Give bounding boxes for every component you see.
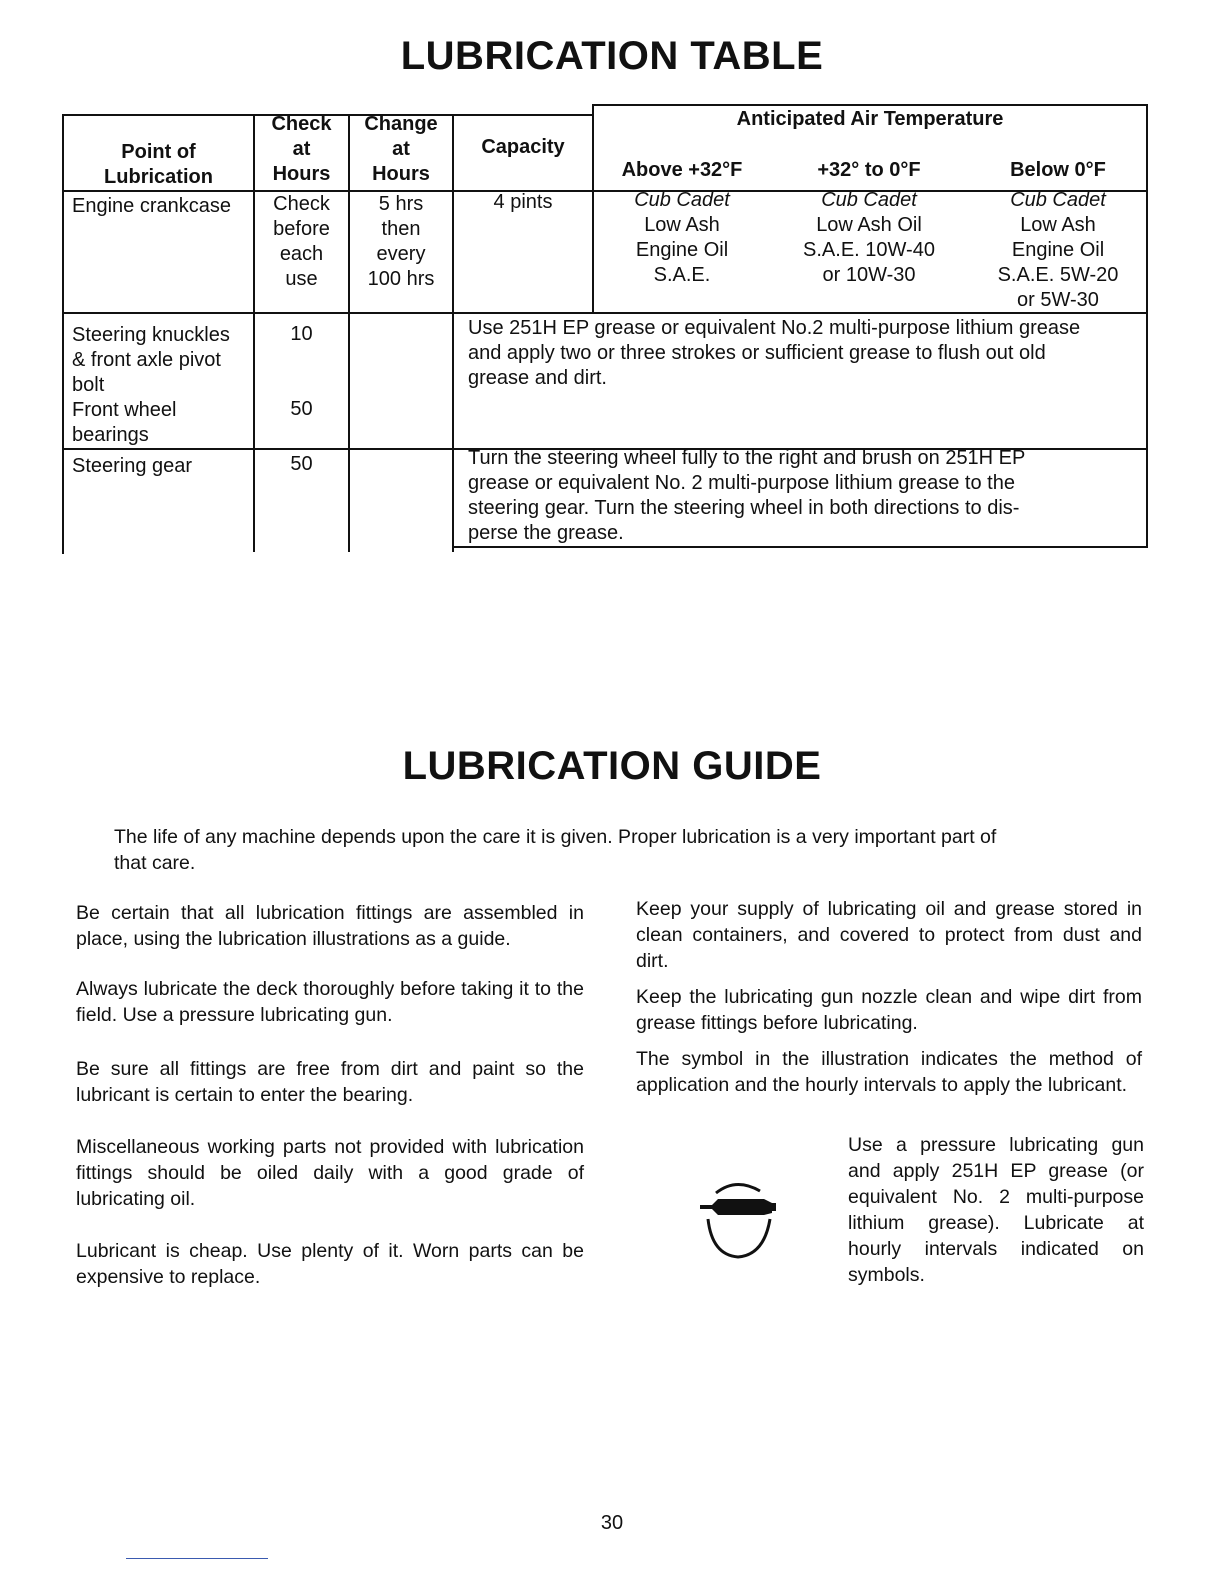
- guide-left-paragraph-1: Be certain that all lubrication fittings are assembled in place, using the lubrication illustrations as a guide.: [76, 902, 584, 950]
- header-32-to-0: +32° to 0°F: [817, 159, 921, 181]
- engine-capacity: 4 pints: [493, 191, 553, 213]
- guide-left-paragraph-3: Be sure all fittings are free from dirt and paint so the lubricant is certain to enter the bearing.: [76, 1058, 584, 1106]
- page-number: 30: [600, 1512, 624, 1534]
- guide-symbol-note: Use a pressure lubricating gun and apply 251H EP grease (or equivalent No. 2 multi-purpose lithium grease). Lubricate at hourly intervals indicated on symbols.: [848, 1134, 1144, 1286]
- header-point: Point of Lubrication: [104, 141, 213, 188]
- engine-oil-below-0: Cub Cadet Low Ash Engine Oil S.A.E. 5W-20 or 5W-30: [997, 189, 1119, 311]
- engine-oil-32-to-0: Cub Cadet Low Ash Oil S.A.E. 10W-40 or 10W-30: [803, 189, 935, 286]
- guide-right-paragraph-2: Keep the lubricating gun nozzle clean and wipe dirt from grease fittings before lubricating.: [636, 986, 1142, 1034]
- front-wheel-check: 50: [290, 398, 313, 420]
- steering-knuckles-check: 10: [290, 323, 313, 345]
- engine-check: Check before each use: [273, 193, 330, 290]
- steering-gear-note: Turn the steering wheel fully to the right and brush on 251H EP grease or equivalent No. 2 multi-purpose lithium grease to the steering gear. Turn the steering wheel in both directions to dis- perse the grease.: [468, 447, 1026, 544]
- header-check: Check at Hours: [271, 113, 332, 185]
- engine-oil-above-32: Cub Cadet Low Ash Engine Oil S.A.E.: [634, 189, 730, 286]
- guide-left-paragraph-2: Always lubricate the deck thoroughly before taking it to the field. Use a pressure lubricating gun.: [76, 978, 584, 1026]
- header-below-0: Below 0°F: [1010, 159, 1106, 181]
- steering-gear-point: Steering gear: [72, 455, 193, 477]
- header-capacity: Capacity: [481, 136, 565, 158]
- header-temperature: Anticipated Air Temperature: [736, 108, 1004, 130]
- engine-point: Engine crankcase: [72, 195, 231, 217]
- guide-right-paragraph-1: Keep your supply of lubricating oil and grease stored in clean containers, and covered to protect from dust and dirt.: [636, 898, 1142, 972]
- table-title: LUBRICATION TABLE: [400, 34, 824, 78]
- steering-gear-check: 50: [290, 453, 313, 475]
- front-wheel-point: Front wheel bearings: [72, 399, 177, 446]
- header-above-32: Above +32°F: [621, 159, 743, 181]
- guide-left-paragraph-4: Miscellaneous working parts not provided with lubrication fittings should be oiled daily with a good grade of lubricating oil.: [76, 1136, 584, 1210]
- guide-title: LUBRICATION GUIDE: [402, 744, 822, 788]
- col-divider-3: [452, 114, 454, 552]
- header-change: Change at Hours: [364, 113, 438, 185]
- guide-right-paragraph-3: The symbol in the illustration indicates the method of application and the hourly intervals to apply the lubricant.: [636, 1048, 1142, 1096]
- footer-rule: [126, 1558, 268, 1559]
- steering-knuckles-point: Steering knuckles & front axle pivot bolt: [72, 324, 230, 396]
- guide-left-paragraph-5: Lubricant is cheap. Use plenty of it. Worn parts can be expensive to replace.: [76, 1240, 584, 1288]
- steering-knuckles-note: Use 251H EP grease or equivalent No.2 multi-purpose lithium grease and apply two or three strokes or sufficient grease to flush out old grease and dirt.: [468, 317, 1081, 389]
- table-top-border-right: [592, 104, 1148, 106]
- lubrication-table: [62, 104, 1150, 554]
- grease-gun-icon: [692, 1175, 784, 1265]
- engine-change: 5 hrs then every 100 hrs: [367, 193, 435, 290]
- table-bottom-border: [454, 546, 1148, 548]
- guide-intro: The life of any machine depends upon the care it is given. Proper lubrication is a very important part of that care.: [114, 826, 997, 874]
